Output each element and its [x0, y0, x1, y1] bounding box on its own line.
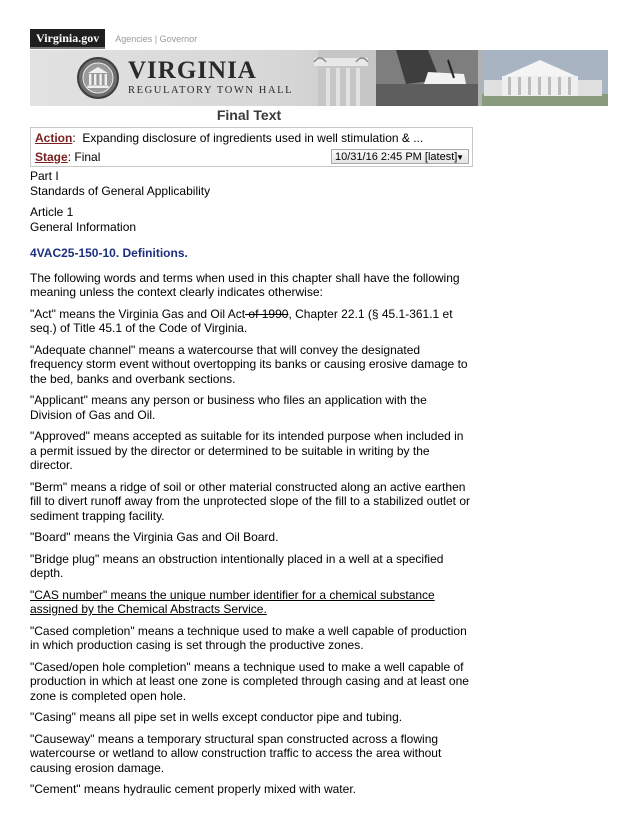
banner-subtitle: REGULATORY TOWN HALL — [128, 85, 294, 96]
act-text-before: "Act" means the Virginia Gas and Oil Act — [30, 306, 246, 321]
intro-paragraph: The following words and terms when used in this chapter shall have the following meaning unless the context clearly indicates otherwise: — [30, 270, 460, 299]
action-link[interactable]: Action — [35, 131, 73, 145]
columns-seal-icon — [76, 56, 120, 100]
dropdown-arrow-icon: ▼ — [456, 153, 464, 162]
definition-act — [30, 307, 472, 336]
definition-adequate-channel: "Adequate channel" means a watercourse that will convey the designated frequency storm event without overtopping its banks or causing erosive damage to the bed, banks and overbank sections. — [30, 342, 468, 386]
article-heading — [30, 205, 472, 234]
site-banner[interactable] — [30, 50, 608, 106]
definition-cased-open-hole: "Cased/open hole completion" means a technique used to make a well capable of production in which at least one zone is completed through casing and at least one zone is completed open hole. — [30, 659, 469, 703]
definition-cas-number: "CAS number" means the unique number identifier for a chemical substance assigned by the Chemical Abstracts Service. — [30, 587, 435, 616]
stage-separator: : — [67, 150, 72, 164]
regulation-text — [30, 169, 472, 804]
top-links-separator: | — [152, 34, 160, 44]
part-number: Part I — [30, 169, 59, 183]
stage-row — [35, 150, 100, 164]
definition-cased-completion: "Cased completion" means a technique used to make a well capable of production in which production casing is set through the productive zones. — [30, 623, 467, 652]
article-title: General Information — [30, 219, 137, 234]
act-text-after: , Chapter 22.1 (§ 45.1-361.1 et seq.) of Title 45.1 of the Code of Virginia. — [30, 306, 453, 335]
definition-approved: "Approved" means accepted as suitable for its intended purpose when included in a permit issued by the director or determined to be suitable in writing by the director. — [30, 429, 464, 472]
definition-berm: "Berm" means a ridge of soil or other material constructed along an active earthen fill to divert runoff away from the unprotected slope of the fill to a stabilized outlet or sediment trapping facility. — [30, 479, 471, 523]
article-number: Article 1 — [30, 205, 74, 219]
action-separator: : — [72, 131, 76, 145]
stage-link[interactable]: Stage — [35, 150, 68, 164]
version-select[interactable] — [331, 149, 469, 164]
top-links — [115, 34, 197, 44]
definition-bridge-plug: "Bridge plug" means an obstruction intentionally placed in a well at a specified depth. — [30, 551, 444, 580]
definition-board: "Board" means the Virginia Gas and Oil Board. — [30, 530, 279, 544]
capitol-banner-image — [278, 50, 608, 106]
definition-causeway: "Causeway" means a temporary structural span constructed across a flowing watercourse or wetland to allow construction traffic to access the area without causing erosion damage. — [30, 731, 442, 775]
action-stage-box — [30, 127, 473, 167]
banner-title: VIRGINIA — [128, 57, 257, 84]
stage-text: Final — [74, 150, 101, 164]
act-struck-text: of 1990 — [245, 306, 289, 321]
action-row — [35, 131, 423, 145]
action-text: Expanding disclosure of ingredients used in well stimulation & ... — [82, 131, 424, 145]
part-title: Standards of General Applicability — [30, 183, 211, 198]
page-title: Final Text — [216, 107, 282, 123]
part-heading — [30, 169, 472, 198]
definition-casing: "Casing" means all pipe set in wells except conductor pipe and tubing. — [30, 710, 403, 724]
governor-link[interactable]: Governor — [159, 34, 198, 44]
virginia-gov-logo[interactable]: Virginia.gov — [30, 29, 105, 49]
definition-cement: "Cement" means hydraulic cement properly mixed with water. — [30, 782, 356, 796]
agencies-link[interactable]: Agencies — [115, 34, 153, 44]
section-title: 4VAC25-150-10. Definitions. — [30, 246, 188, 260]
top-bar — [30, 30, 197, 48]
version-select-value: 10/31/16 2:45 PM [latest] — [335, 151, 458, 163]
definition-applicant: "Applicant" means any person or business who files an application with the Division of Gas and Oil. — [30, 393, 427, 422]
